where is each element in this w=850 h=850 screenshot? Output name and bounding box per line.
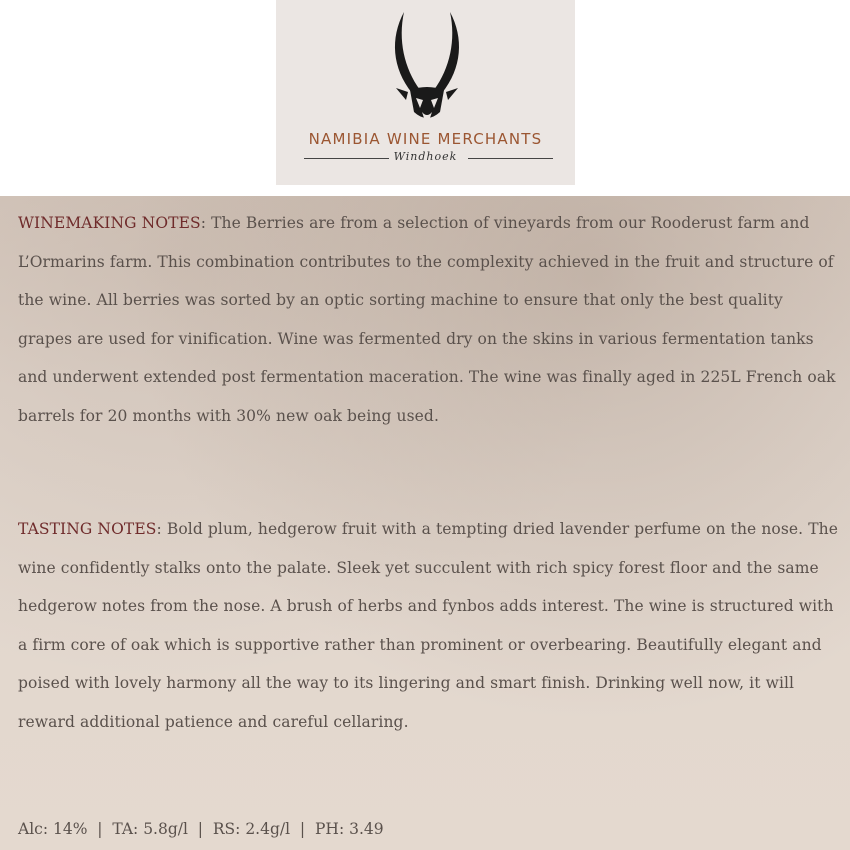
brand-name: NAMIBIA WINE MERCHANTS	[308, 130, 543, 148]
notes-panel	[0, 196, 850, 850]
winemaking-text: : The Berries are from a selection of vineyards from our Rooderust farm and L’Ormarins farm. This combination contributes to the complexity achieved in the fruit and structure of the wine. All berries was sorted by an optic sorting machine to ensure that only the best quality grapes are used for vinification. Wine was fermented dry on the skins in various fermentation tanks and underwent extended post fermentation maceration. The wine was finally aged in 225L French oak barrels for 20 months with 30% new oak being used.	[18, 214, 836, 425]
winemaking-heading: WINEMAKING NOTES	[18, 214, 201, 232]
winemaking-notes	[18, 204, 840, 435]
brand-city: Windhoek	[393, 150, 458, 163]
tasting-heading: TASTING NOTES	[18, 520, 157, 538]
brand-subline	[276, 150, 575, 166]
divider-right	[468, 158, 553, 159]
tasting-notes	[18, 510, 840, 741]
tasting-text: : Bold plum, hedgerow fruit with a tempting dried lavender perfume on the nose. The wine confidently stalks onto the palate. Sleek yet succulent with rich spicy forest floor and the same hedgerow notes from the nose. A brush of herbs and fynbos adds interest. The wine is structured with a firm core of oak which is supportive rather than prominent or overbearing. Beautifully elegant and poised with lovely harmony all the way to its lingering and smart finish. Drinking well now, it will reward additional patience and careful cellaring.	[18, 520, 839, 731]
oryx-head-icon	[382, 8, 472, 126]
logo-card	[276, 0, 575, 185]
wine-specs: Alc: 14% | TA: 5.8g/l | RS: 2.4g/l | PH: 3.49	[18, 820, 384, 838]
